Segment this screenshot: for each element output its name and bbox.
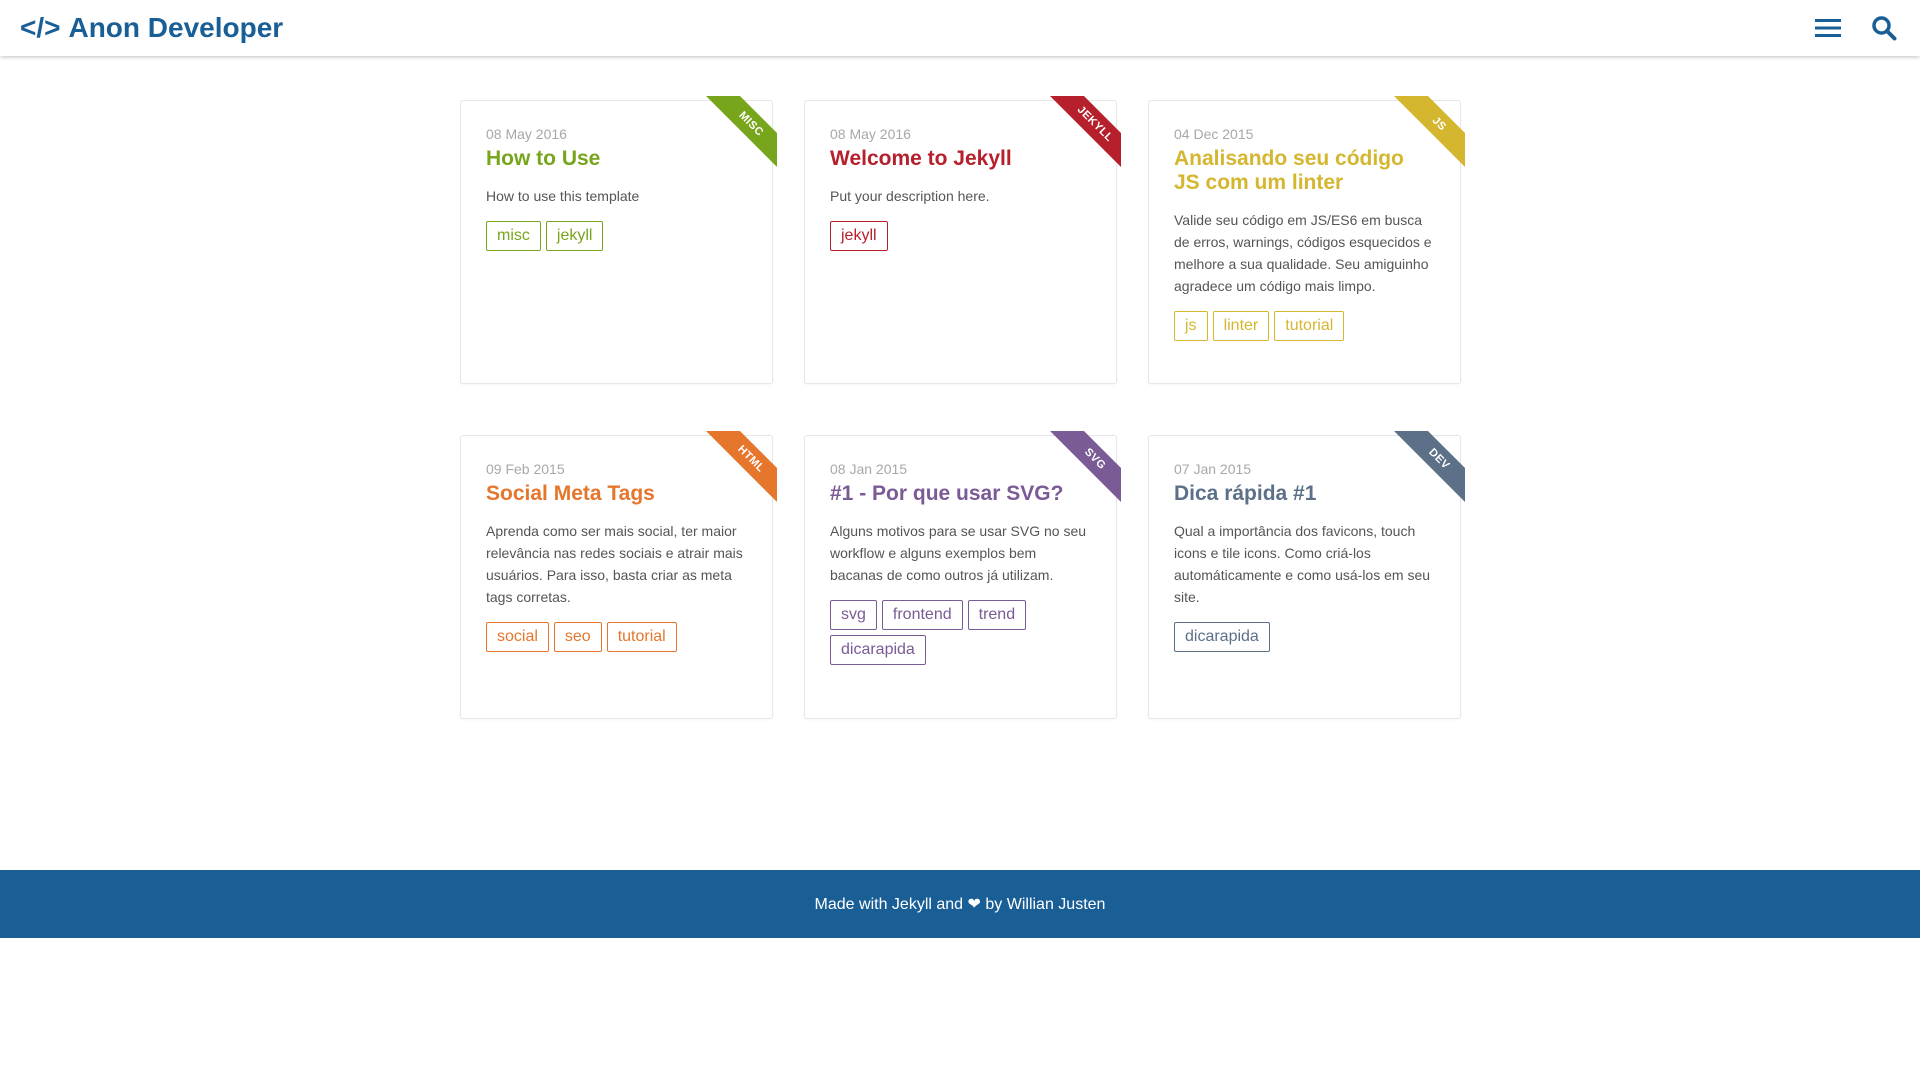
tag-link[interactable]: jekyll xyxy=(830,221,888,251)
tag-link[interactable]: misc xyxy=(486,221,541,251)
tag-list xyxy=(486,622,747,652)
category-ribbon xyxy=(1046,96,1121,171)
post-description: Aprenda como ser mais social, ter maior relevância nas redes sociais e atrair mais usuários. Para isso, basta criar as meta tags corretas. xyxy=(486,523,743,605)
site-name: Anon Developer xyxy=(68,12,284,43)
posts-grid xyxy=(460,100,1460,719)
tag-link[interactable]: js xyxy=(1174,311,1208,341)
post-date: 07 Jan 2015 xyxy=(1174,461,1252,477)
author-link[interactable]: Willian Justen xyxy=(1006,896,1106,913)
footer-text: Made with Jekyll and ❤ by Willian Justen xyxy=(814,896,1106,913)
post-title[interactable]: Welcome to Jekyll xyxy=(830,147,1012,170)
category-ribbon xyxy=(1046,431,1121,506)
heart-icon: ❤ xyxy=(967,896,981,913)
post-description: How to use this template xyxy=(486,188,640,204)
post-date: 09 Feb 2015 xyxy=(486,461,565,477)
post-title[interactable]: #1 - Por que usar SVG? xyxy=(830,482,1064,505)
tag-link[interactable]: tutorial xyxy=(1274,311,1344,341)
category-ribbon-label: JEKYLL xyxy=(1048,96,1121,171)
tag-link[interactable]: linter xyxy=(1213,311,1270,341)
category-ribbon xyxy=(702,96,777,171)
tag-link[interactable]: frontend xyxy=(882,600,963,630)
post-description: Qual a importância dos favicons, touch icons e tile icons. Como criá-los automáticamente e como usá-los em seu site. xyxy=(1174,523,1431,605)
site-header xyxy=(0,0,1920,56)
search-icon[interactable] xyxy=(1868,12,1900,44)
category-ribbon-label: JS xyxy=(1392,96,1465,171)
tag-list xyxy=(1174,311,1435,341)
code-brackets-icon: </> xyxy=(20,12,61,43)
category-ribbon-label: DEV xyxy=(1392,431,1465,506)
category-ribbon xyxy=(702,431,777,506)
post-card[interactable] xyxy=(804,435,1117,719)
post-date: 08 Jan 2015 xyxy=(830,461,908,477)
post-card[interactable] xyxy=(460,435,773,719)
tag-list xyxy=(1174,622,1435,652)
jekyll-link[interactable]: Jekyll xyxy=(891,896,932,913)
post-card[interactable] xyxy=(1148,435,1461,719)
post-title[interactable]: Analisando seu código JS com um linter xyxy=(1174,147,1404,194)
post-card[interactable] xyxy=(460,100,773,384)
post-title[interactable]: Social Meta Tags xyxy=(486,482,655,505)
tag-list xyxy=(830,221,1091,251)
header-actions xyxy=(1812,12,1900,44)
post-date: 04 Dec 2015 xyxy=(1174,126,1254,142)
post-title[interactable]: How to Use xyxy=(486,147,601,170)
post-card[interactable] xyxy=(1148,100,1461,384)
tag-link[interactable]: seo xyxy=(554,622,602,652)
post-description: Alguns motivos para se usar SVG no seu workflow e alguns exemplos bem bacanas de como outros já utilizam. xyxy=(830,523,1087,583)
tag-link[interactable]: social xyxy=(486,622,549,652)
tag-link[interactable]: trend xyxy=(968,600,1026,630)
category-ribbon-label: HTML xyxy=(704,431,777,506)
tag-link[interactable]: dicarapida xyxy=(1174,622,1270,652)
post-description: Put your description here. xyxy=(830,188,990,204)
post-card[interactable] xyxy=(804,100,1117,384)
site-logo-link[interactable] xyxy=(20,12,283,44)
tag-list xyxy=(486,221,747,251)
post-description: Valide seu código em JS/ES6 em busca de erros, warnings, códigos esquecidos e melhore a sua qualidade. Seu amiguinho agradece um código mais limpo. xyxy=(1174,212,1432,294)
tag-link[interactable]: dicarapida xyxy=(830,635,926,665)
post-date: 08 May 2016 xyxy=(486,126,567,142)
post-date: 08 May 2016 xyxy=(830,126,911,142)
category-ribbon-label: SVG xyxy=(1048,431,1121,506)
hamburger-menu-icon[interactable] xyxy=(1812,12,1844,44)
post-title[interactable]: Dica rápida #1 xyxy=(1174,482,1317,505)
category-ribbon-label: MISC xyxy=(704,96,777,171)
tag-link[interactable]: jekyll xyxy=(546,221,604,251)
tag-link[interactable]: svg xyxy=(830,600,877,630)
category-ribbon xyxy=(1390,96,1465,171)
site-footer xyxy=(0,870,1920,938)
tag-link[interactable]: tutorial xyxy=(607,622,677,652)
category-ribbon xyxy=(1390,431,1465,506)
tag-list xyxy=(830,600,1091,665)
